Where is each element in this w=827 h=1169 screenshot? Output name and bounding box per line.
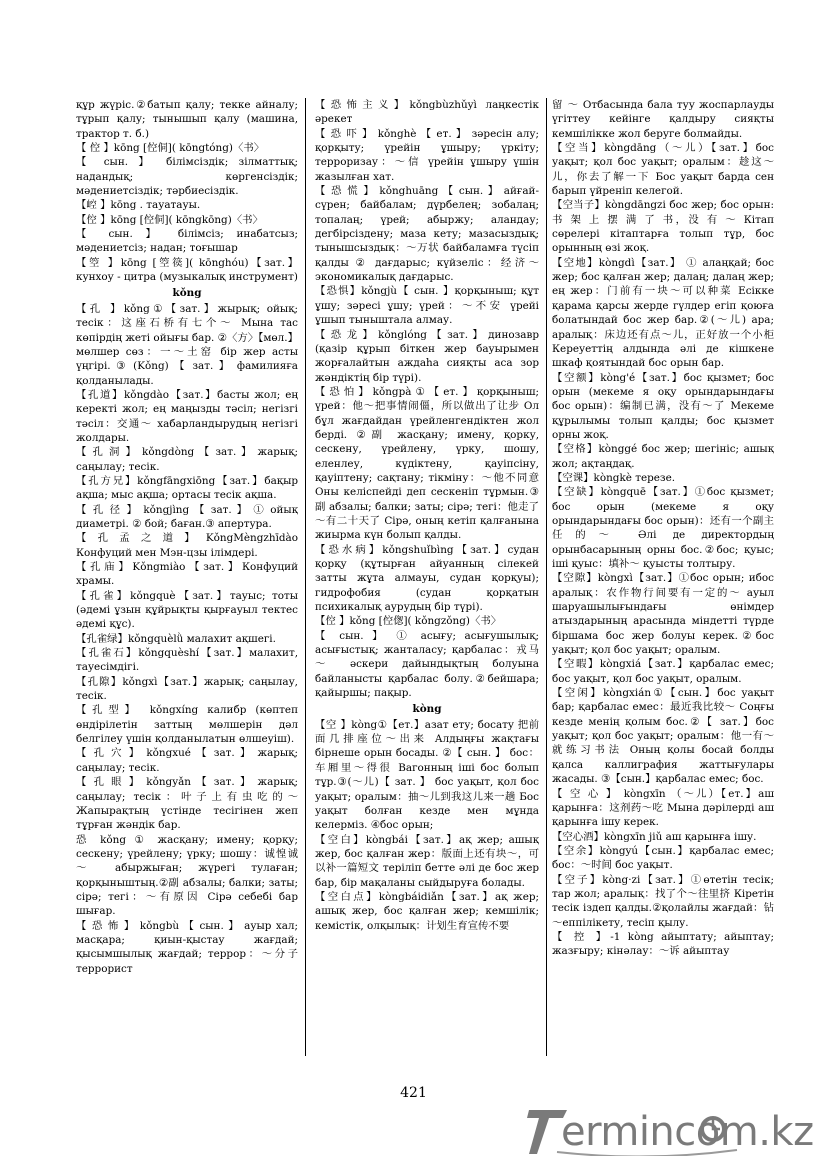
entry: 留 ～ Отбасында бала туу жоспарлауды үгіттеу кейінге қалдыру сияқты кемшілікке жол беруге болмайды. [552,99,774,140]
entry: 【倥 】kōng [倥侗]( kōngkōng)〈书〉 [76,213,263,226]
entry: 【 сын. 】 білімсіз; инабатсыз; мәдениетсіз; надан; тоғышар [76,228,298,255]
entry: 【空当子】kòngdāngzi бос жер; бос орын: 书 架 上 摆 满 了 书，没 有 ～ Кітап сөрелері кітаптарға толып тұр, бос орынның өзі жоқ. [552,199,774,255]
entry: 【 恐 吓 】 kǒnghè 【 ет. 】 зәресін алу; қорқыту; үрейін ұшыру; үркіту; терроризау：～信 үрейін ұшыру үшін жазылған хат. [315,127,539,183]
entry: 【空隙】kòngxì【зат.】①бос орын; ибос аралық：农作物行间要有一定的～ ауыл шаруашылығындағы өнімдер атыздарының арасында міндетті түрде біршама бос жер болуы керек.②бос уақыт; қол бос уақыт; оралым. [552,572,774,657]
entry: 【空闲】kòngxián①【сын.】бос уақыт бар; қарбалас емес：最近我比较～ Соңғы кезде менің қолым бос.②【 зат.】бос уақыт; қол бос уақыт; оралым：他一有～就练习书法 Оның қолы босай болды қалса каллиграфия жаттығулары жасады. ③【сын.】қарбалас емес; бос. [552,687,774,786]
entry: 【恐怕】kǒngpà①【ет.】қорқыныш; үрей：他～把事情闹僵，所以做出了让步 Ол бұл жағдайдан үрейленгендіктен жол берді. ②副 жасқану; имену, қорку, сескену, үрейлену, үрку, шошу, еленлеу, күдіктену, қауіпсіну, қауіптену; сақтану; тікміну：～他不同意 Оны келіспейді деп сескеніп тұрмын.③副 абзалы; балки; заты; сірә; тегі：他走了～有二十天了 Сірә, оның кетіп қалғанына жиырма күн болып қалды. [315,385,539,542]
entry: 【空缺】kòngquē【зат.】①бос қызмет; бос орын (мекеме я оқу орындарындағы бос орын)：还有一个副主任的～ Әлі де директордың орынбасарының орны бос.②бос; қуыс; іші қуыс：填补～ қуысты толтыру. [552,486,774,570]
entry: 【箜 】kōng [箜篌]( kōnghóu)【зат.】 кунхоу - цитра (музыкалық инструмент) [76,256,298,284]
entry: 【空 】kòng①【ет.】азат ету; босату 把前面几排座位～出来 Алдыңғы жақтағы бірнеше орын босады. ②【 сын. 】 бос：车厢里～得很 Вагонның іші бос болып тұр.③(～儿)【 зат. 】 бос уақыт, қол бос уақыт; оралым：抽～儿到我这儿来一趟 Бос уақыт болған кезде мен мұнда келерміз. ④бос орын; [315,718,539,832]
column-2 [315,98,539,1058]
entry: 【 控 】-1 kòng айыптату; айыптау; жазғыру; кінәлау：～诉 айыптау [552,930,774,958]
entry: 【空地】kòngdì【зат.】 ① алаңқай; бос жер; бос қалған жер; далаң; далаң жер; ең жер：门前有一块～可以种菜 Есікке қарама қарсы жерде гүлдер егіп қоюға болатындай бос жер бар.②(～儿) ара; аралық：床边还有点～儿，正好放一个小柜 Кереуеттің алдында әлі де кішкене шкаф қоятындай бос орын бар. [552,256,774,370]
entry: 【孔雀石】kǒngquèshí【зат.】малахит, тауесімдігі. [76,647,298,674]
entry: 【空暇】kòngxiá【зат.】қарбалас емес; бос уақыт, қол бос уақыт, оралым. [552,658,774,685]
entry: 【孔型】 kǒngxíng калибр (көптеп өндірілетін заттың мөлшерін дәл белгілеу үшін қолданылатын өлшеуіш). [76,704,298,746]
entry: 【孔隙】kǒngxì【зат.】жарық; саңылау, тесік. [76,675,298,703]
entry: 【 恐 怖 】 kǒngbù 【 сын. 】 ауыр хал; масқара; қиын-қыстау жағдай; қысымшылық жағдай; террор：～分子 террорист [76,919,298,975]
entry: 【孔雀】kǒngquè【зат.】тауыс; тоты (әдемі ұзын құйрықты қырғауыл тектес әдемі құс). [76,589,298,631]
entry: 恐 kǒng ① жасқану; имену; қорқу; сескену; үрейлену; үрку; шошу：诚惶诚 ～ абыржыған; жүрегі тулаған; қорқыныштың.②副 абзалы; балки; заты; сірә; тегі：～有原因 Сірә себебі бар шығар. [76,833,298,918]
entry: 【空白点】kòngbáidiǎn【зат.】ақ жер; ашық жер, бос қалған жер; кемшілік; кемістік, олқылық：计划生育宣传不要 [315,890,539,932]
column-divider [305,98,306,1056]
entry: 【孔 】kǒng①【зат.】жырық; ойық; тесік：这座石桥有七个～ Мына тас көпірдің жеті ойығы бар. ②〈方〉【мөл.】мөлшер сөз：一～土窑 бір жер асты үңгірі. ③ (Kǒng) 【 зат. 】 фамилияға қолданылады. [76,302,298,387]
entry: 【 сын. 】 ① асығу; асығушылық; асығыстық; жанталасу; қарбалас：戎马～ әскери дайындықтың болуына байланысты қарбалас болу.②бейшара; қайыршы; пақыр. [315,629,539,700]
entry: 【 恐 慌 】 kǒnghuāng 【 сын. 】 айғай-сүрен; байбалам; дүрбелең; зобалаң; топалаң; үрей; абыржу; аландау; дегбірсіздену; маза кету; мазасыздық; тынышсыздық：～万状 байбаламға түсіп қалды ② дағдарыс; күйзеліс：经济～ экономикалық дағдарыс. [315,185,539,284]
entry: 【恐怖主义】kǒngbùzhǔyì лаңкестік әрекет [315,99,539,126]
entry: 【空额】kòng'é【зат.】бос қызмет; бос орын (мекеме я оқу орындарындағы бос орын)：编制已满，没有～了 Мекеме құрылымы толып қалды; бос қызмет орны жоқ. [552,371,774,441]
entry: 【 сын. 】 білімсіздік; зілматтық; надандық; көргенсіздік; мәдениетсіздік; тәрбиесіздік. [76,156,298,198]
entry: 【孔雀绿】kǒngquèlǜ малахит ақшегі. [76,632,276,645]
entry: 【空格】kònggé бос жер; шегініс; ашық жол; ақтаңдақ. [552,443,774,470]
entry: 【孔道】kǒngdào【зат.】басты жол; ең керекті жол; ең маңызды тәсіл; негізгі тәсіл：交通～ хабарландырудың негізгі жолдары. [76,388,298,444]
entry: 【崆 】kōng . тауатауы. [76,199,201,212]
entry: 【 恐 龙 】 kǒnglóng 【 зат. 】 динозавр (қазір құрып біткен жер бауырымен жорғалайтын аждаһа сияқты аса зор жәндіктің бір түрі). [315,328,539,384]
entry: 【 孔 径 】 kǒngjìng 【 зат. 】 ① ойық диаметрі. ② бой; баған.③ апертура. [76,503,298,530]
entry: 【 孔 洞 】 kǒngdòng 【 зат. 】 жарық; саңылау; тесік. [76,446,298,473]
entry: 【 孔 穴 】 kǒngxué 【 зат. 】 жарық; саңылау; тесік. [76,747,298,774]
logo-text: ermincom.kz [561,1109,814,1155]
section-heading: kǒng [172,287,202,300]
entry: 【 孔 眼 】 kǒngyǎn 【 зат. 】 жарық; саңылау; тесік：叶子上有虫吃的～ Жапырақтың үстінде тесігінен жеп тұрған жәндік бар. [76,776,298,832]
entry: құр жүріс.②батып қалу; текке айналу; тұрып қалу; тынышып қалу (машина, трактор т. б.) [76,99,298,140]
entry: 【倥 】kǒng [倥偬]( kǒngzǒng)〈书〉 [315,615,502,628]
entry: 【空课】kòngkè терезе. [552,471,676,484]
entry: 【恐水病】kǒngshuǐbìng【зат.】судан қорқу (құтырған айуанның сілекей затты жұта алмауы, судан қорқуы); гидрофобия (судан қорқатын психикалық аурудың бір түрі). [315,543,539,614]
entry: 【 倥 】kōng [倥侗]( kōngtóng)〈书〉 [76,142,265,155]
section-heading: kòng [412,703,442,716]
entry: 【 孔 孟 之 道 】 KǒngMèngzhīdào Конфуций мен Мэн-цзы ілімдері. [76,532,298,559]
entry: 【恐惧】kǒngjù【 сын. 】қорқыныш; құт ұшу; зәресі ұшу; үрей：～不安 үрейі ұшып тынышталa алмау. [315,285,539,327]
entry: 【空白】kòngbái【зат.】ақ жер; ашық жер, бос қалған жер：版面上还有块～，可以补一篇短文 теріліп бетте әлі де бос жер бар, бір мақаланы сыйдыруға болады. [315,833,539,889]
entry: 【空心酒】kòngxīn jiǔ аш қарынға ішу. [552,830,757,843]
page-number: 421 [400,1085,427,1101]
entry: 【空子】kòng·zi【зат.】①өтетін тесік; тар жол; аралық：找了个～往里挤 Кіретін тесік іздеп қалды.②қолайлы жағдай：钻～еппілікету, тесіп қылу. [552,873,774,929]
column-divider [546,98,547,1056]
entry: 【 空 心 】 kòngxīn （～儿）【ет.】аш қарынға：这剂药～吃 Мына дәрілерді аш қарынға ішу керек. [552,787,774,829]
entry: 【孔庙】Kǒngmiào【зат.】Конфуций храмы. [76,561,298,588]
site-logo [527,1106,812,1156]
column-3 [552,98,774,1058]
entry: 【空当】kòngdāng（～儿）【зат.】бос уақыт; қол бос уақыт; оралым：趁这～儿，你去了解一下 Бос уақыт барда сен барып үйреніп келегой. [552,142,774,198]
entry: 【空余】kòngyú【сын.】қарбалас емес; бос：～时间 бос уақыт. [552,844,774,872]
column-1 [76,98,298,1058]
entry: 【孔方兄】kǒngfāngxiōng【зат.】бақыр ақша; мыс ақша; ортасы тесік ақша. [76,474,298,502]
